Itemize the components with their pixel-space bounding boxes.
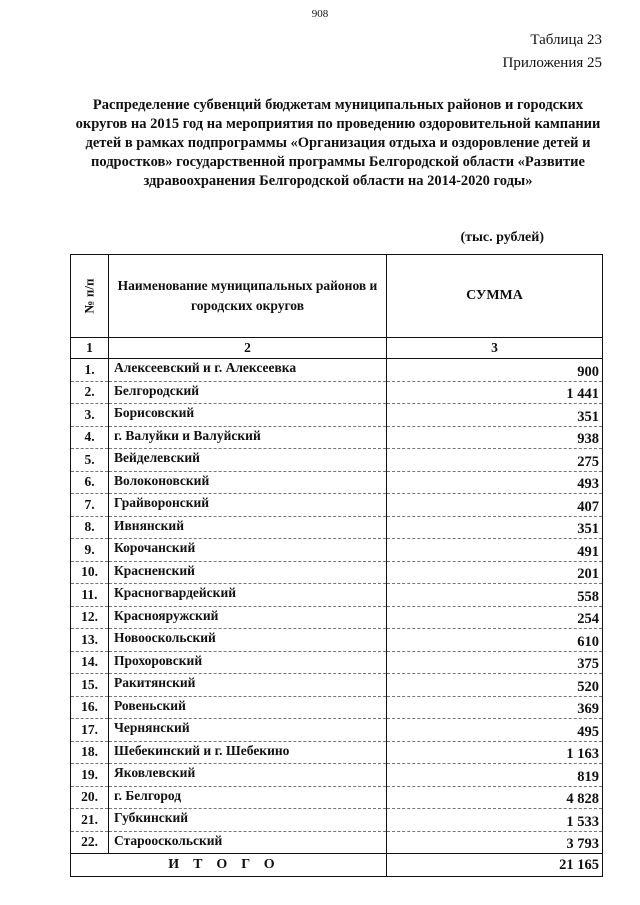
row-number: 20. <box>71 786 109 809</box>
row-sum: 4 828 <box>387 786 603 809</box>
header-name: Наименование муниципальных районов и городских округов <box>109 255 387 338</box>
row-name: Алексеевский и г. Алексеевка <box>109 359 387 382</box>
row-sum: 495 <box>387 719 603 742</box>
row-sum: 1 441 <box>387 381 603 404</box>
column-index-2: 2 <box>109 338 387 359</box>
row-name: Губкинский <box>109 809 387 832</box>
row-number: 11. <box>71 584 109 607</box>
row-sum: 1 163 <box>387 741 603 764</box>
table-row <box>71 561 603 584</box>
row-name: Корочанский <box>109 539 387 562</box>
column-index-row <box>71 338 603 359</box>
row-number: 3. <box>71 404 109 427</box>
table-row <box>71 764 603 787</box>
row-number: 22. <box>71 831 109 854</box>
row-number: 21. <box>71 809 109 832</box>
row-name: г. Валуйки и Валуйский <box>109 426 387 449</box>
table-row <box>71 674 603 697</box>
row-number: 18. <box>71 741 109 764</box>
row-sum: 351 <box>387 404 603 427</box>
table-row <box>71 584 603 607</box>
row-name: Краснояружский <box>109 606 387 629</box>
row-number: 5. <box>71 449 109 472</box>
unit-note: (тыс. рублей) <box>460 230 544 245</box>
table-row <box>71 426 603 449</box>
row-sum: 369 <box>387 696 603 719</box>
table-row <box>71 449 603 472</box>
table-row <box>71 741 603 764</box>
column-index-3: 3 <box>387 338 603 359</box>
row-number: 2. <box>71 381 109 404</box>
row-name: Волоконовский <box>109 471 387 494</box>
row-sum: 201 <box>387 561 603 584</box>
row-sum: 900 <box>387 359 603 382</box>
row-number: 15. <box>71 674 109 697</box>
row-number: 12. <box>71 606 109 629</box>
row-number: 4. <box>71 426 109 449</box>
row-name: Борисовский <box>109 404 387 427</box>
table-row <box>71 719 603 742</box>
row-number: 1. <box>71 359 109 382</box>
row-sum: 493 <box>387 471 603 494</box>
row-sum: 819 <box>387 764 603 787</box>
table-row <box>71 516 603 539</box>
row-number: 8. <box>71 516 109 539</box>
row-name: Ракитянский <box>109 674 387 697</box>
header-num: № п/п <box>81 278 97 314</box>
row-number: 7. <box>71 494 109 517</box>
table-row <box>71 404 603 427</box>
row-number: 9. <box>71 539 109 562</box>
table-row <box>71 381 603 404</box>
header-num-cell <box>71 255 109 338</box>
row-name: Старооскольский <box>109 831 387 854</box>
table-row <box>71 831 603 854</box>
table-row <box>71 494 603 517</box>
row-name: Красненский <box>109 561 387 584</box>
table-row <box>71 359 603 382</box>
row-sum: 610 <box>387 629 603 652</box>
row-name: Вейделевский <box>109 449 387 472</box>
row-number: 6. <box>71 471 109 494</box>
row-number: 13. <box>71 629 109 652</box>
table-row <box>71 471 603 494</box>
row-sum: 520 <box>387 674 603 697</box>
table-reference: Таблица 23 <box>530 32 602 48</box>
total-row <box>71 854 603 877</box>
row-name: Яковлевский <box>109 764 387 787</box>
table-row <box>71 606 603 629</box>
row-sum: 491 <box>387 539 603 562</box>
row-sum: 407 <box>387 494 603 517</box>
row-sum: 938 <box>387 426 603 449</box>
row-name: Белгородский <box>109 381 387 404</box>
row-name: Чернянский <box>109 719 387 742</box>
row-name: Ровеньский <box>109 696 387 719</box>
total-sum: 21 165 <box>387 854 603 877</box>
row-sum: 1 533 <box>387 809 603 832</box>
row-sum: 375 <box>387 651 603 674</box>
table-row <box>71 696 603 719</box>
row-name: Ивнянский <box>109 516 387 539</box>
column-index-1: 1 <box>71 338 109 359</box>
table-body <box>71 255 603 877</box>
row-number: 10. <box>71 561 109 584</box>
total-label: ИТОГО <box>71 854 387 877</box>
table-row <box>71 809 603 832</box>
row-sum: 275 <box>387 449 603 472</box>
document-title: Распределение субвенций бюджетам муниципальных районов и городских округов на 2015 год на мероприятия по проведению оздоровительной кампании детей в рамках подпрограммы «Организация отдыха и оздоровление детей и подростков» государственной программы Белгородской области «Развитие здравоохранения Белгородской области на 2014-2020 годы» <box>75 97 601 189</box>
row-name: Шебекинский и г. Шебекино <box>109 741 387 764</box>
subsidy-table <box>70 254 603 877</box>
header-row <box>71 255 603 338</box>
row-number: 19. <box>71 764 109 787</box>
table-row <box>71 629 603 652</box>
row-number: 17. <box>71 719 109 742</box>
row-name: Грайворонский <box>109 494 387 517</box>
row-name: г. Белгород <box>109 786 387 809</box>
row-name: Новооскольский <box>109 629 387 652</box>
row-sum: 254 <box>387 606 603 629</box>
row-name: Прохоровский <box>109 651 387 674</box>
appendix-reference: Приложения 25 <box>502 55 602 71</box>
table-row <box>71 786 603 809</box>
page-number: 908 <box>311 8 329 20</box>
row-number: 16. <box>71 696 109 719</box>
row-sum: 3 793 <box>387 831 603 854</box>
row-name: Красногвардейский <box>109 584 387 607</box>
table-row <box>71 651 603 674</box>
row-sum: 351 <box>387 516 603 539</box>
row-number: 14. <box>71 651 109 674</box>
table-row <box>71 539 603 562</box>
header-sum: СУММА <box>387 255 603 338</box>
row-sum: 558 <box>387 584 603 607</box>
